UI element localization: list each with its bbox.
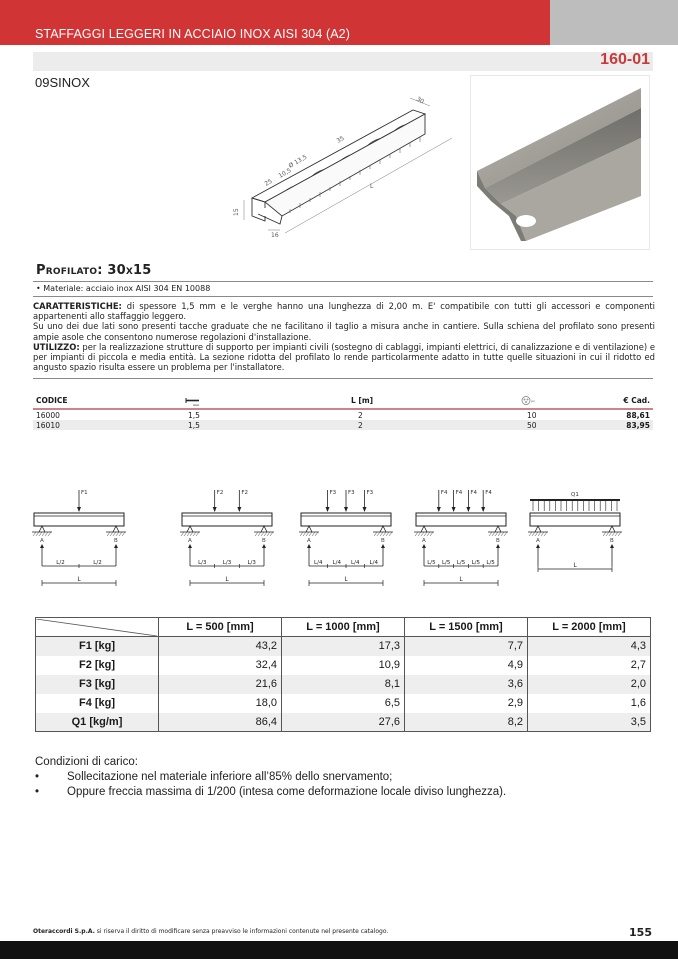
support-icon: [261, 526, 267, 532]
cell-value: 3,6: [405, 675, 528, 694]
ground-hatch: [187, 532, 190, 536]
load-capacity-table: [35, 617, 651, 732]
load-label: F3: [366, 490, 374, 496]
ground-hatch: [303, 532, 306, 536]
ground-hatch: [122, 532, 125, 536]
dim-30: 30: [415, 95, 426, 106]
row-label: Q1 [kg/m]: [36, 713, 159, 732]
ground-hatch: [541, 532, 544, 536]
support-label: A: [307, 538, 311, 544]
load-table-header: [36, 618, 651, 637]
division-label: L/2: [56, 560, 65, 566]
ground-hatch: [421, 532, 424, 536]
ground-hatch: [113, 532, 116, 536]
cell-value: 10,9: [282, 656, 405, 675]
header-codice: CODICE: [36, 396, 68, 405]
support-icon: [495, 526, 501, 532]
cell-value: 32,4: [159, 656, 282, 675]
span-label: L: [573, 562, 577, 569]
ground-hatch: [529, 532, 532, 536]
dim-length: L: [370, 183, 374, 190]
ground-hatch: [258, 532, 261, 536]
support-icon: [39, 526, 45, 532]
arrow-head: [452, 507, 456, 512]
dim-35: 35: [335, 134, 346, 145]
support-label: B: [262, 538, 266, 544]
column-header: L = 2000 [mm]: [528, 618, 651, 637]
ground-hatch: [532, 532, 535, 536]
technical-drawing: [230, 88, 460, 243]
support-icon: [535, 526, 541, 532]
ground-hatch: [535, 532, 538, 536]
ground-hatch: [612, 532, 615, 536]
thickness-mm-icon: [185, 397, 201, 408]
load-label: F4: [440, 490, 448, 496]
ground-hatch: [374, 532, 377, 536]
ground-hatch: [255, 532, 258, 536]
table-row: [36, 694, 651, 713]
utilizzo-paragraph: [33, 342, 655, 373]
arrow-head: [536, 544, 540, 548]
ground-hatch: [615, 532, 618, 536]
support-label: A: [422, 538, 426, 544]
table-row: [36, 637, 651, 656]
beam: [34, 513, 124, 526]
beam-diagram: [528, 492, 622, 572]
ground-hatch: [264, 532, 267, 536]
cell-value: 1,6: [528, 694, 651, 713]
beam: [301, 513, 391, 526]
cell-qty: 10: [527, 411, 537, 420]
division-label: L/2: [93, 560, 102, 566]
arrow-head: [466, 507, 470, 512]
ground-hatch: [492, 532, 495, 536]
ground-hatch: [300, 532, 303, 536]
footer-bar: [0, 941, 678, 959]
ground-hatch: [315, 532, 318, 536]
ground-hatch: [618, 532, 621, 536]
divider: [33, 378, 653, 379]
caratteristiche-label: CARATTERISTICHE:: [33, 301, 122, 311]
conditions-title: Condizioni di carico:: [35, 756, 138, 768]
list-item: [35, 770, 506, 785]
caratteristiche-text: di spessore 1,5 mm e le verghe hanno una lunghezza di 2,00 m. E' compatibile con tutti gli accessori e componenti appartenenti allo staffaggio leggero.: [33, 301, 655, 322]
header-price: € Cad.: [623, 396, 650, 405]
span-label: L: [225, 576, 229, 583]
table-row: [33, 410, 653, 420]
beam: [416, 513, 506, 526]
division-label: L/3: [198, 560, 207, 566]
load-label: F3: [329, 490, 337, 496]
span-label: L: [459, 576, 463, 583]
dim-hole-diameter: Ø 13,5: [287, 153, 309, 170]
beam-diagram: [180, 490, 274, 586]
ground-hatch: [498, 532, 501, 536]
cell-value: 3,5: [528, 713, 651, 732]
load-label: F4: [455, 490, 463, 496]
division-label: L/4: [369, 560, 378, 566]
cell-value: 17,3: [282, 637, 405, 656]
cell-value: 18,0: [159, 694, 282, 713]
profile-title: [36, 263, 151, 278]
dim-15: 15: [233, 208, 240, 216]
svg-text:pz: pz: [531, 399, 535, 403]
ground-hatch: [261, 532, 264, 536]
cell-value: 8,2: [405, 713, 528, 732]
span-label: L: [344, 576, 348, 583]
division-label: L/5: [427, 560, 436, 566]
disclaimer-text: si riserva il diritto di modificare senza preavviso le informazioni contenute nel presente catalogo.: [94, 928, 389, 935]
support-icon: [609, 526, 615, 532]
caratteristiche-paragraph: [33, 301, 655, 321]
cell-price: 88,61: [626, 411, 650, 420]
section-title: STAFFAGGI LEGGERI IN ACCIAIO INOX AISI 304 (A2): [35, 27, 350, 41]
arrow-head: [262, 544, 266, 548]
ground-hatch: [609, 532, 612, 536]
header-length: L [m]: [351, 396, 374, 405]
ground-hatch: [184, 532, 187, 536]
support-icon: [187, 526, 193, 532]
ground-hatch: [267, 532, 270, 536]
ground-hatch: [48, 532, 51, 536]
table-row: [36, 713, 651, 732]
ground-hatch: [116, 532, 119, 536]
beam-diagram: [32, 490, 126, 586]
ground-hatch: [380, 532, 383, 536]
ground-hatch: [430, 532, 433, 536]
arrow-head: [307, 544, 311, 548]
support-icon: [113, 526, 119, 532]
ground-hatch: [312, 532, 315, 536]
ground-hatch: [119, 532, 122, 536]
row-label: F4 [kg]: [36, 694, 159, 713]
division-label: L/3: [222, 560, 232, 566]
profile-title-value: 30x15: [107, 263, 152, 278]
dim-16: 16: [271, 232, 279, 239]
cell-value: 86,4: [159, 713, 282, 732]
arrow-head: [481, 507, 485, 512]
cell-length: 2: [358, 411, 363, 420]
support-icon: [306, 526, 312, 532]
profile-title-prefix: Profilato:: [36, 263, 103, 278]
cell-value: 21,6: [159, 675, 282, 694]
cell-value: 6,5: [282, 694, 405, 713]
arrow-head: [437, 507, 441, 512]
ground-hatch: [538, 532, 541, 536]
ground-hatch: [33, 532, 36, 536]
package-quantity-icon: [521, 396, 541, 407]
row-label: F2 [kg]: [36, 656, 159, 675]
arrow-head: [237, 507, 241, 512]
cell-value: 4,3: [528, 637, 651, 656]
cell-value: 4,9: [405, 656, 528, 675]
table-row: [36, 656, 651, 675]
bullet-icon: •: [35, 771, 40, 783]
list-item: [35, 785, 506, 800]
arrow-head: [213, 507, 217, 512]
ground-hatch: [193, 532, 196, 536]
conditions-list: [35, 770, 506, 800]
dim-25: 25: [263, 177, 274, 188]
dim-10-5: 10,5: [277, 166, 293, 180]
load-diagrams: [30, 480, 660, 590]
cell-codice: 16000: [36, 411, 60, 420]
ground-hatch: [389, 532, 392, 536]
beam: [530, 513, 620, 526]
divider: [33, 281, 653, 282]
cell-codice: 16010: [36, 421, 60, 430]
arrow-head: [496, 544, 500, 548]
ground-hatch: [36, 532, 39, 536]
ground-hatch: [495, 532, 498, 536]
ground-hatch: [110, 532, 113, 536]
support-label: A: [188, 538, 192, 544]
distributed-load-bar: [530, 499, 620, 501]
ground-hatch: [418, 532, 421, 536]
arrow-head: [344, 507, 348, 512]
ground-hatch: [544, 532, 547, 536]
support-label: B: [610, 538, 614, 544]
ground-hatch: [501, 532, 504, 536]
beam-diagram: [299, 490, 393, 586]
ground-hatch: [181, 532, 184, 536]
support-icon: [421, 526, 427, 532]
page-number: 155: [629, 926, 652, 939]
ground-hatch: [427, 532, 430, 536]
utilizzo-label: UTILIZZO:: [33, 341, 80, 352]
arrow-head: [326, 507, 330, 512]
ground-hatch: [190, 532, 193, 536]
cell-length: 2: [358, 421, 363, 430]
arrow-head: [77, 507, 81, 512]
condition-text: Sollecitazione nel materiale inferiore all’85% dello snervamento;: [67, 771, 393, 783]
channel-photo-image: [471, 76, 649, 249]
load-label: F2: [216, 490, 224, 496]
load-label: F2: [241, 490, 249, 496]
support-label: B: [381, 538, 385, 544]
load-label: Q1: [571, 492, 579, 498]
header-band-grey: [550, 0, 678, 45]
ground-hatch: [306, 532, 309, 536]
cell-value: 2,7: [528, 656, 651, 675]
column-header: L = 500 [mm]: [159, 618, 282, 637]
ground-hatch: [270, 532, 273, 536]
ground-hatch: [424, 532, 427, 536]
arrow-head: [422, 544, 426, 548]
arrow-head: [114, 544, 118, 548]
ground-hatch: [107, 532, 110, 536]
table-row: [33, 420, 653, 430]
division-label: L/4: [314, 560, 323, 566]
ground-hatch: [415, 532, 418, 536]
division-label: L/4: [351, 560, 360, 566]
row-label: F3 [kg]: [36, 675, 159, 694]
bullet-icon: •: [35, 786, 40, 798]
cell-value: 8,1: [282, 675, 405, 694]
cell-value: 7,7: [405, 637, 528, 656]
load-label: F4: [485, 490, 492, 496]
ground-hatch: [196, 532, 199, 536]
ground-hatch: [504, 532, 507, 536]
support-label: B: [114, 538, 118, 544]
svg-text:mm: mm: [193, 403, 200, 406]
footer-disclaimer: [33, 928, 388, 935]
row-label: F1 [kg]: [36, 637, 159, 656]
utilizzo-text: per la realizzazione strutture di supporto per impianti civili (sostegno di cablaggi, impianti elettrici, di canalizzazione e di ventilazione) e per impianti di piccola e media entità. La sezione ridotta del profilato lo rende particolarmente adatto in tutte quelle situazioni in cui il ridotto ed angusto spazio risulta essere un problema per l'installatore.: [33, 341, 655, 373]
support-label: A: [536, 538, 540, 544]
corner-cell: [36, 618, 159, 637]
division-label: L/5: [471, 560, 481, 566]
condition-text: Oppure freccia massima di 1/200 (intesa come deformazione locale diviso lunghezza).: [67, 786, 507, 798]
description-paragraph: Su uno dei due lati sono presenti tacche graduate che ne facilitano il taglio a misura anche in cantiere. Sulla schiena del profilato sono presenti ampie asole che consentono numerose regolazioni d'installazione.: [33, 321, 655, 342]
beam: [182, 513, 272, 526]
load-conditions: [35, 755, 506, 800]
beam-diagram: [414, 490, 508, 586]
ground-hatch: [39, 532, 42, 536]
cell-value: 27,6: [282, 713, 405, 732]
division-label: L/5: [441, 560, 451, 566]
table-row: [36, 675, 651, 694]
cell-value: 2,0: [528, 675, 651, 694]
ground-hatch: [386, 532, 389, 536]
division-label: L/3: [247, 560, 256, 566]
product-table: [33, 393, 653, 430]
product-code: 160-01: [600, 51, 650, 68]
ground-hatch: [45, 532, 48, 536]
ground-hatch: [383, 532, 386, 536]
product-table-header: [33, 393, 653, 410]
division-label: L/5: [456, 560, 466, 566]
company-name: Oteraccordi S.p.A.: [33, 928, 95, 935]
cell-value: 43,2: [159, 637, 282, 656]
column-header: L = 1500 [mm]: [405, 618, 528, 637]
support-label: B: [496, 538, 500, 544]
ground-hatch: [377, 532, 380, 536]
ground-hatch: [489, 532, 492, 536]
cell-price: 83,95: [626, 421, 650, 430]
code-band: [33, 52, 653, 71]
cell-spessore: 1,5: [188, 421, 200, 430]
support-label: A: [40, 538, 44, 544]
span-label: L: [77, 576, 81, 583]
product-photo: [470, 75, 650, 250]
arrow-head: [381, 544, 385, 548]
arrow-head: [40, 544, 44, 548]
support-icon: [380, 526, 386, 532]
division-label: L/4: [332, 560, 341, 566]
load-label: F3: [348, 490, 355, 496]
division-label: L/5: [486, 560, 495, 566]
load-label: F1: [81, 490, 88, 496]
arrow-head: [610, 544, 614, 548]
cell-spessore: 1,5: [188, 411, 200, 420]
cell-value: 2,9: [405, 694, 528, 713]
ground-hatch: [606, 532, 609, 536]
ground-hatch: [309, 532, 312, 536]
arrow-head: [188, 544, 192, 548]
arrow-head: [363, 507, 367, 512]
product-sku: 09SINOX: [35, 75, 90, 90]
ground-hatch: [603, 532, 606, 536]
material-spec: • Materiale: acciaio inox AISI 304 EN 10088: [36, 284, 211, 293]
product-description: [33, 301, 655, 372]
column-header: L = 1000 [mm]: [282, 618, 405, 637]
cell-qty: 50: [527, 421, 537, 430]
divider: [33, 296, 653, 297]
ground-hatch: [42, 532, 45, 536]
load-label: F4: [470, 490, 478, 496]
